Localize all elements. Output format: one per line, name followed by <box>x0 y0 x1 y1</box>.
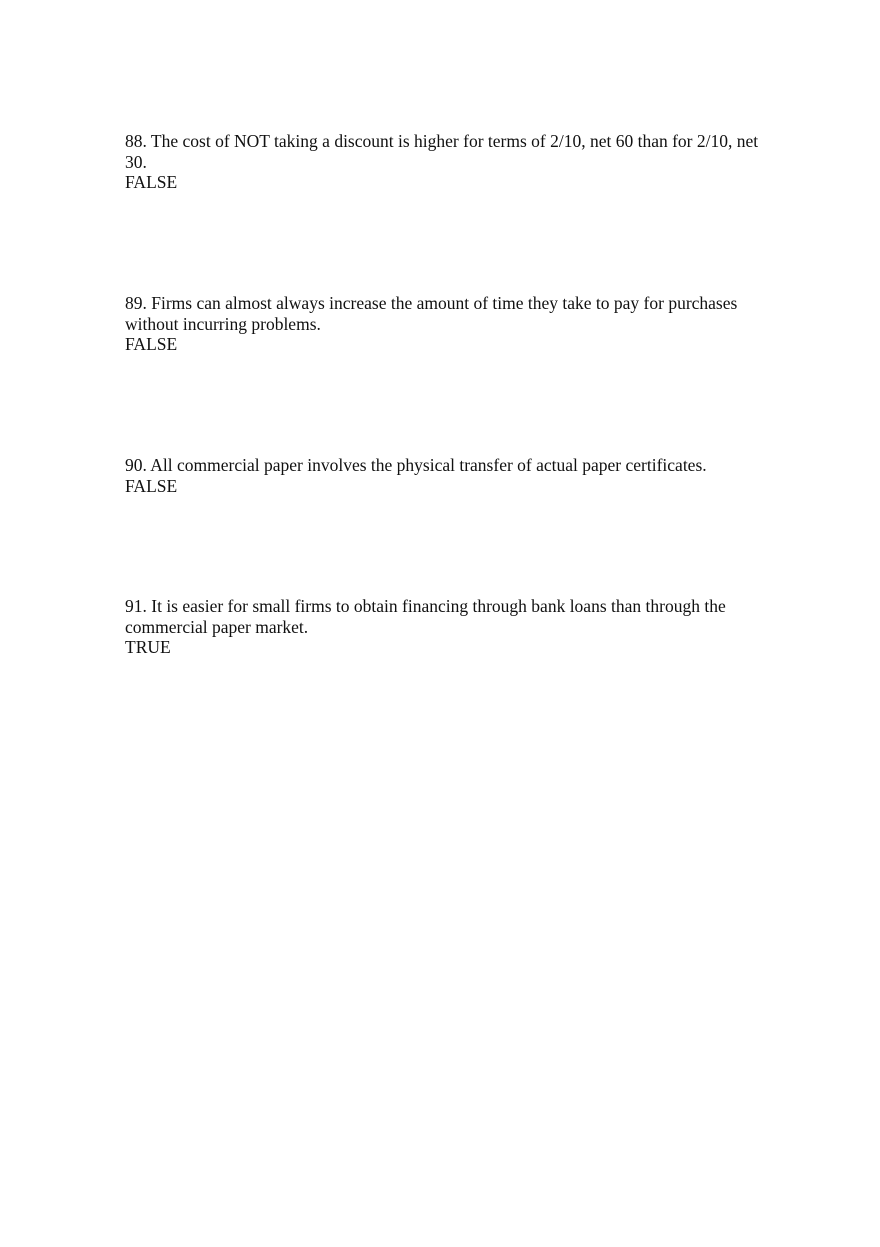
question-text: 88. The cost of NOT taking a discount is higher for terms of 2/10, net 60 than for 2/10, net 30. <box>125 131 759 172</box>
answer-text: FALSE <box>125 334 178 354</box>
question-90 <box>125 455 765 496</box>
question-88 <box>125 131 765 193</box>
answer-text: FALSE <box>125 475 178 496</box>
question-text: 89. Firms can almost always increase the amount of time they take to pay for purchases without incurring problems. <box>125 293 738 334</box>
answer-text: TRUE <box>125 637 171 657</box>
question-text: 90. All commercial paper involves the physical transfer of actual paper certificates. <box>125 455 707 475</box>
answer-text: FALSE <box>125 172 178 192</box>
question-text: 91. It is easier for small firms to obtain financing through bank loans than through the commercial paper market. <box>125 596 726 637</box>
question-91 <box>125 596 765 658</box>
question-89 <box>125 293 765 355</box>
